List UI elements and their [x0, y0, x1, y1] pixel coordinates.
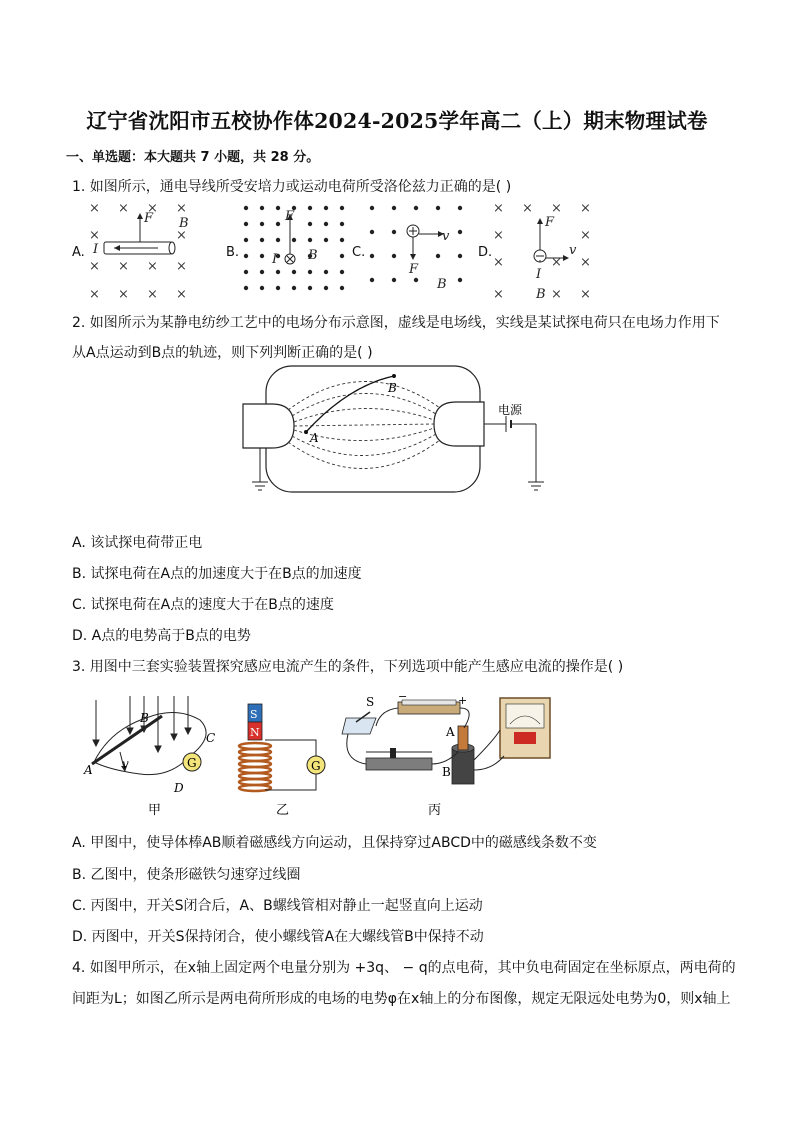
q1-figure-b	[244, 206, 344, 290]
field-dot	[392, 278, 396, 282]
q3-jia-galvanometer-label: G	[187, 756, 197, 770]
field-dot	[370, 278, 374, 282]
field-dot	[260, 286, 264, 290]
q2-option-a[interactable]: A. 该试探电荷带正电	[72, 535, 203, 551]
svg-text:×: ×	[580, 201, 591, 216]
field-dot	[292, 286, 296, 290]
field-dot	[340, 238, 344, 242]
q3-jia-b: B	[140, 711, 149, 725]
svg-text:×: ×	[551, 287, 562, 302]
svg-text:×: ×	[118, 259, 129, 274]
q3-magnet-n: N	[250, 726, 260, 739]
q1-d-b-symbol: B	[536, 287, 546, 302]
svg-text:×: ×	[493, 228, 504, 243]
svg-text:×: ×	[118, 201, 129, 216]
q3-figure-bing	[342, 690, 550, 818]
field-dot	[244, 222, 248, 226]
field-dot	[370, 230, 374, 234]
q1-d-i-symbol: I	[536, 267, 542, 282]
field-dot	[458, 254, 462, 258]
svg-text:×: ×	[176, 287, 187, 302]
field-dot	[308, 286, 312, 290]
q1-b-i-symbol: I	[272, 252, 278, 267]
field-dot	[436, 254, 440, 258]
q3-option-d[interactable]: D. 丙图中，开关S保持闭合，使小螺线管A在大螺线管B中保持不动	[72, 929, 484, 945]
q3-bing-coil-b: B	[442, 765, 451, 779]
field-dot	[244, 254, 248, 258]
q3-stem: 3. 用图中三套实验装置探究感应电流产生的条件，下列选项中能产生感应电流的操作是( )	[72, 659, 624, 675]
q3-jia-a: A	[84, 763, 93, 777]
field-dot	[260, 254, 264, 258]
field-dot	[392, 254, 396, 258]
field-dot	[458, 278, 462, 282]
field-dot	[324, 238, 328, 242]
field-dot	[292, 238, 296, 242]
q1-c-f-symbol: F	[409, 262, 419, 277]
field-dot	[276, 238, 280, 242]
svg-text:×: ×	[118, 287, 129, 302]
svg-text:×: ×	[493, 201, 504, 216]
q2-field-diagram	[236, 362, 556, 502]
q1-b-f-symbol: F	[285, 209, 295, 224]
q3-battery-minus: −	[398, 690, 408, 703]
field-dot	[324, 206, 328, 210]
q3-switch-s: S	[366, 695, 375, 709]
q3-caption-jia: 甲	[148, 803, 162, 818]
field-dot	[392, 230, 396, 234]
q3-jia-d: D	[174, 781, 184, 795]
field-dot	[260, 222, 264, 226]
q1-figure-a	[89, 201, 189, 302]
field-dot	[414, 206, 418, 210]
q4-stem-line2: 间距为L；如图乙所示是两电荷所形成的电场的电势φ在x轴上的分布图像，规定无限远处电势为0，则x轴上	[72, 991, 731, 1007]
svg-text:×: ×	[551, 255, 562, 270]
field-dot	[370, 206, 374, 210]
q1-a-b-symbol: B	[179, 216, 189, 231]
field-dot	[244, 206, 248, 210]
page-title: 辽宁省沈阳市五校协作体2024-2025学年高二（上）期末物理试卷	[86, 109, 708, 133]
field-dot	[436, 206, 440, 210]
field-dot	[276, 286, 280, 290]
field-dot	[244, 286, 248, 290]
field-dot	[340, 270, 344, 274]
svg-text:×: ×	[176, 259, 187, 274]
field-dot	[260, 238, 264, 242]
q1-d-v-symbol: v	[569, 243, 577, 258]
field-dot	[370, 254, 374, 258]
q2-stem-line1: 2. 如图所示为某静电纺纱工艺中的电场分布示意图，虚线是电场线，实线是某试探电荷只在电场力作用下	[72, 315, 720, 331]
q3-yi-galvanometer-label: G	[311, 759, 321, 773]
q3-battery-plus: +	[458, 694, 468, 707]
q1-option-d-label[interactable]: D.	[478, 245, 493, 260]
q1-figure-d	[493, 201, 591, 302]
field-dot	[458, 230, 462, 234]
field-dot	[458, 206, 462, 210]
svg-text:×: ×	[89, 259, 100, 274]
q1-a-i-symbol: I	[93, 242, 99, 257]
field-dot	[308, 238, 312, 242]
field-dot	[260, 270, 264, 274]
svg-text:×: ×	[176, 228, 187, 243]
field-dot	[244, 238, 248, 242]
svg-text:×: ×	[147, 259, 158, 274]
q2-point-a: A	[310, 431, 319, 445]
svg-text:×: ×	[493, 287, 504, 302]
q2-point-b: B	[388, 381, 397, 395]
svg-text:×: ×	[580, 228, 591, 243]
field-dot	[340, 254, 344, 258]
q3-magnet-s: S	[250, 708, 258, 721]
q2-stem-line2: 从A点运动到B点的轨迹，则下列判断正确的是( )	[72, 345, 373, 361]
field-dot	[276, 270, 280, 274]
q1-option-a-label[interactable]: A.	[72, 245, 85, 260]
field-dot	[244, 270, 248, 274]
svg-text:×: ×	[580, 255, 591, 270]
q3-caption-yi: 乙	[276, 803, 290, 818]
q3-bing-coil-a: A	[446, 725, 455, 739]
field-dot	[324, 222, 328, 226]
field-dot	[324, 286, 328, 290]
field-dot	[276, 206, 280, 210]
field-dot	[276, 222, 280, 226]
field-dot	[308, 222, 312, 226]
q3-option-b[interactable]: B. 乙图中，使条形磁铁匀速穿过线圈	[72, 867, 301, 883]
field-dot	[292, 270, 296, 274]
field-dot	[308, 270, 312, 274]
q3-figure-yi	[239, 704, 325, 818]
svg-text:×: ×	[89, 287, 100, 302]
q3-experiment-figures	[80, 690, 560, 820]
q3-caption-bing: 丙	[428, 803, 442, 818]
svg-text:×: ×	[89, 228, 100, 243]
field-dot	[392, 206, 396, 210]
field-dot	[340, 222, 344, 226]
q3-jia-v: v	[122, 757, 129, 771]
q2-option-c[interactable]: C. 试探电荷在A点的速度大于在B点的速度	[72, 597, 334, 613]
q3-figure-jia	[83, 696, 215, 818]
svg-text:×: ×	[147, 201, 158, 216]
svg-text:×: ×	[89, 201, 100, 216]
svg-text:×: ×	[551, 201, 562, 216]
q3-option-c[interactable]: C. 丙图中，开关S闭合后，A、B螺线管相对静止一起竖直向上运动	[72, 898, 483, 914]
svg-text:×: ×	[522, 201, 533, 216]
q2-option-d[interactable]: D. A点的电势高于B点的电势	[72, 628, 251, 644]
q3-jia-c: C	[206, 731, 216, 745]
field-dot	[260, 206, 264, 210]
svg-text:×: ×	[176, 201, 187, 216]
q1-a-f-symbol: F	[144, 211, 154, 226]
svg-text:×: ×	[493, 255, 504, 270]
q1-b-b-symbol: B	[308, 248, 318, 263]
field-dot	[340, 286, 344, 290]
q2-power-source-label: 电源	[498, 403, 523, 417]
q3-option-a[interactable]: A. 甲图中，使导体棒AB顺着磁感线方向运动，且保持穿过ABCD中的磁感线条数不变	[72, 835, 597, 851]
q1-figure-c	[370, 206, 462, 292]
q2-option-b[interactable]: B. 试探电荷在A点的加速度大于在B点的加速度	[72, 566, 362, 582]
svg-text:×: ×	[147, 287, 158, 302]
q4-stem-line1: 4. 如图甲所示，在x轴上固定两个电量分别为 +3q、 − q的点电荷，其中负电荷固定在坐标原点，两电荷的	[72, 960, 736, 976]
field-dot	[414, 278, 418, 282]
q1-stem: 1. 如图所示，通电导线所受安培力或运动电荷所受洛伦兹力正确的是( )	[72, 179, 512, 195]
q1-option-c-label[interactable]: C.	[352, 245, 366, 260]
svg-text:×: ×	[580, 287, 591, 302]
q1-option-b-label[interactable]: B.	[226, 245, 240, 260]
section-heading: 一、单选题：本大题共 7 小题，共 28 分。	[66, 150, 320, 165]
q1-c-b-symbol: B	[437, 277, 447, 292]
q1-d-f-symbol: F	[545, 215, 555, 230]
q1-c-v-symbol: v	[442, 229, 450, 244]
q1-figures	[80, 198, 600, 306]
field-dot	[308, 206, 312, 210]
field-dot	[340, 206, 344, 210]
field-dot	[324, 270, 328, 274]
